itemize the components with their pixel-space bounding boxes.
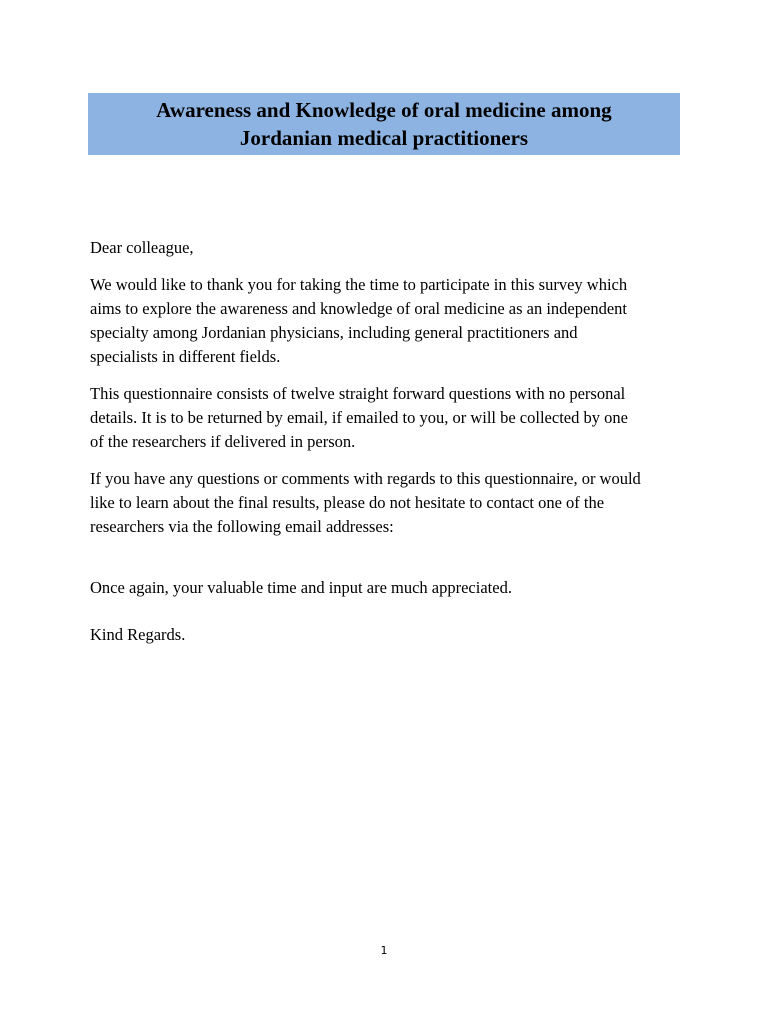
paragraph-questionnaire-line-3: of the researchers if delivered in person. <box>90 432 356 451</box>
paragraph-questionnaire-line-1: This questionnaire consists of twelve straight forward questions with no personal <box>90 384 626 403</box>
paragraph-contact <box>90 467 690 539</box>
sign-off: Kind Regards. <box>90 625 186 644</box>
paragraph-contact-line-1: If you have any questions or comments with regards to this questionnaire, or would <box>90 469 641 488</box>
paragraph-questionnaire-line-2: details. It is to be returned by email, if emailed to you, or will be collected by one <box>90 408 628 427</box>
paragraph-intro-line-1: We would like to thank you for taking the time to participate in this survey which <box>90 275 628 294</box>
page-number: 1 <box>380 944 388 957</box>
paragraph-intro-line-2: aims to explore the awareness and knowledge of oral medicine as an independent <box>90 299 627 318</box>
document-title-line-2: Jordanian medical practitioners <box>239 126 529 150</box>
paragraph-intro-line-3: specialty among Jordanian physicians, including general practitioners and <box>90 323 578 342</box>
paragraph-intro <box>90 273 690 369</box>
paragraph-questionnaire <box>90 382 690 454</box>
paragraph-intro-line-4: specialists in different fields. <box>90 347 281 366</box>
paragraph-contact-line-2: like to learn about the final results, please do not hesitate to contact one of the <box>90 493 605 512</box>
paragraph-contact-line-3: researchers via the following email addresses: <box>90 517 394 536</box>
document-title <box>88 93 680 155</box>
closing-thanks: Once again, your valuable time and input are much appreciated. <box>90 578 512 597</box>
document-title-line-1: Awareness and Knowledge of oral medicine among <box>156 98 612 122</box>
salutation: Dear colleague, <box>90 238 194 257</box>
